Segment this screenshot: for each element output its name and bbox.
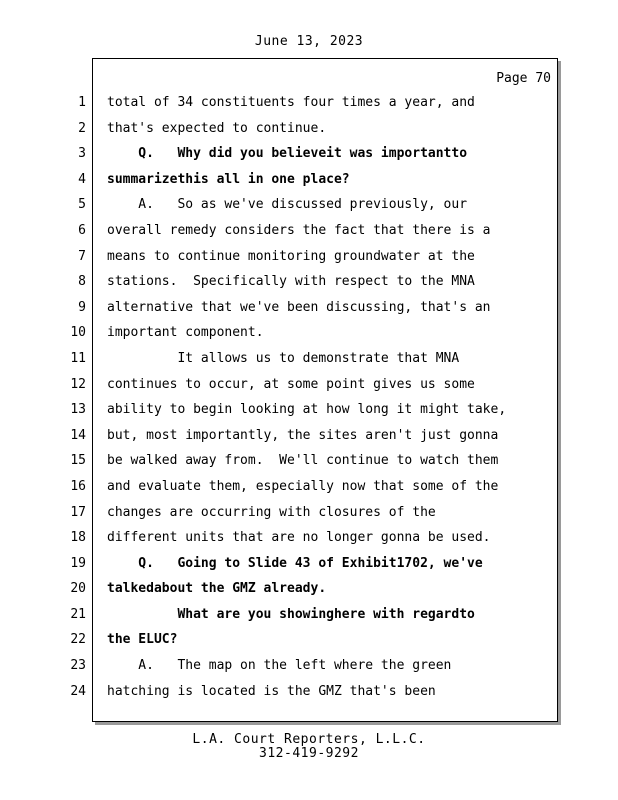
- transcript-line: that's expected to continue.: [107, 120, 327, 136]
- line-number: 19: [70, 555, 86, 571]
- transcript-line: It allows us to demonstrate that MNA: [107, 350, 460, 366]
- transcript-line: the ELUC?: [107, 632, 178, 648]
- transcript-line: ability to begin looking at how long it might take,: [107, 402, 507, 418]
- line-number: 23: [70, 658, 86, 674]
- transcript-line: overall remedy considers the fact that there is a: [107, 222, 491, 238]
- transcript-line: total of 34 constituents four times a year, and: [107, 95, 475, 110]
- line-number: 13: [70, 402, 86, 418]
- transcript-line: stations. Specifically with respect to the MNA: [107, 274, 475, 290]
- line-number-column: [60, 93, 86, 707]
- line-number: 24: [70, 683, 86, 699]
- transcript-body: [107, 93, 527, 707]
- transcript-line: means to continue monitoring groundwater at the: [107, 248, 475, 264]
- transcript-line: talkedabout the GMZ already.: [107, 581, 327, 597]
- transcript-line: Q. Going to Slide 43 of Exhibit1702, we've: [107, 555, 483, 571]
- line-number: 17: [70, 504, 86, 520]
- line-number: 18: [70, 530, 86, 546]
- line-number: 6: [78, 222, 86, 238]
- page-number: Page 70: [496, 71, 551, 86]
- line-number: 2: [78, 120, 86, 136]
- line-number: 1: [78, 95, 86, 110]
- transcript-line: summarizethis all in one place?: [107, 171, 350, 187]
- reporter-company: L.A. Court Reporters, L.L.C.: [192, 732, 426, 747]
- reporter-phone: 312-419-9292: [259, 746, 359, 761]
- line-number: 14: [70, 427, 86, 443]
- transcript-line: alternative that we've been discussing, that's an: [107, 299, 491, 315]
- transcript-line: and evaluate them, especially now that some of the: [107, 478, 499, 494]
- transcript-line: changes are occurring with closures of the: [107, 504, 436, 520]
- transcript-line: A. The map on the left where the green: [107, 658, 452, 674]
- line-number: 20: [70, 581, 86, 597]
- line-number: 5: [78, 197, 86, 213]
- line-number: 8: [78, 274, 86, 290]
- transcript-line: be walked away from. We'll continue to watch them: [107, 453, 499, 469]
- line-number: 16: [70, 478, 86, 494]
- line-number: 7: [78, 248, 86, 264]
- transcript-line: different units that are no longer gonna be used.: [107, 530, 491, 546]
- line-number: 22: [70, 632, 86, 648]
- line-number: 12: [70, 376, 86, 392]
- line-number: 15: [70, 453, 86, 469]
- transcript-line: hatching is located is the GMZ that's been: [107, 683, 436, 699]
- transcript-line: but, most importantly, the sites aren't just gonna: [107, 427, 499, 443]
- line-number: 4: [78, 171, 86, 187]
- line-number: 10: [70, 325, 86, 341]
- line-number: 11: [70, 350, 86, 366]
- line-number: 21: [70, 606, 86, 622]
- line-number: 9: [78, 299, 86, 315]
- transcript-line: continues to occur, at some point gives us some: [107, 376, 475, 392]
- transcript-line: A. So as we've discussed previously, our: [107, 197, 468, 213]
- transcript-line: Q. Why did you believeit was importantto: [107, 146, 468, 162]
- line-number: 3: [78, 146, 86, 162]
- transcript-line: important component.: [107, 325, 264, 341]
- transcript-date: June 13, 2023: [254, 34, 364, 49]
- transcript-line: What are you showinghere with regardto: [107, 606, 475, 622]
